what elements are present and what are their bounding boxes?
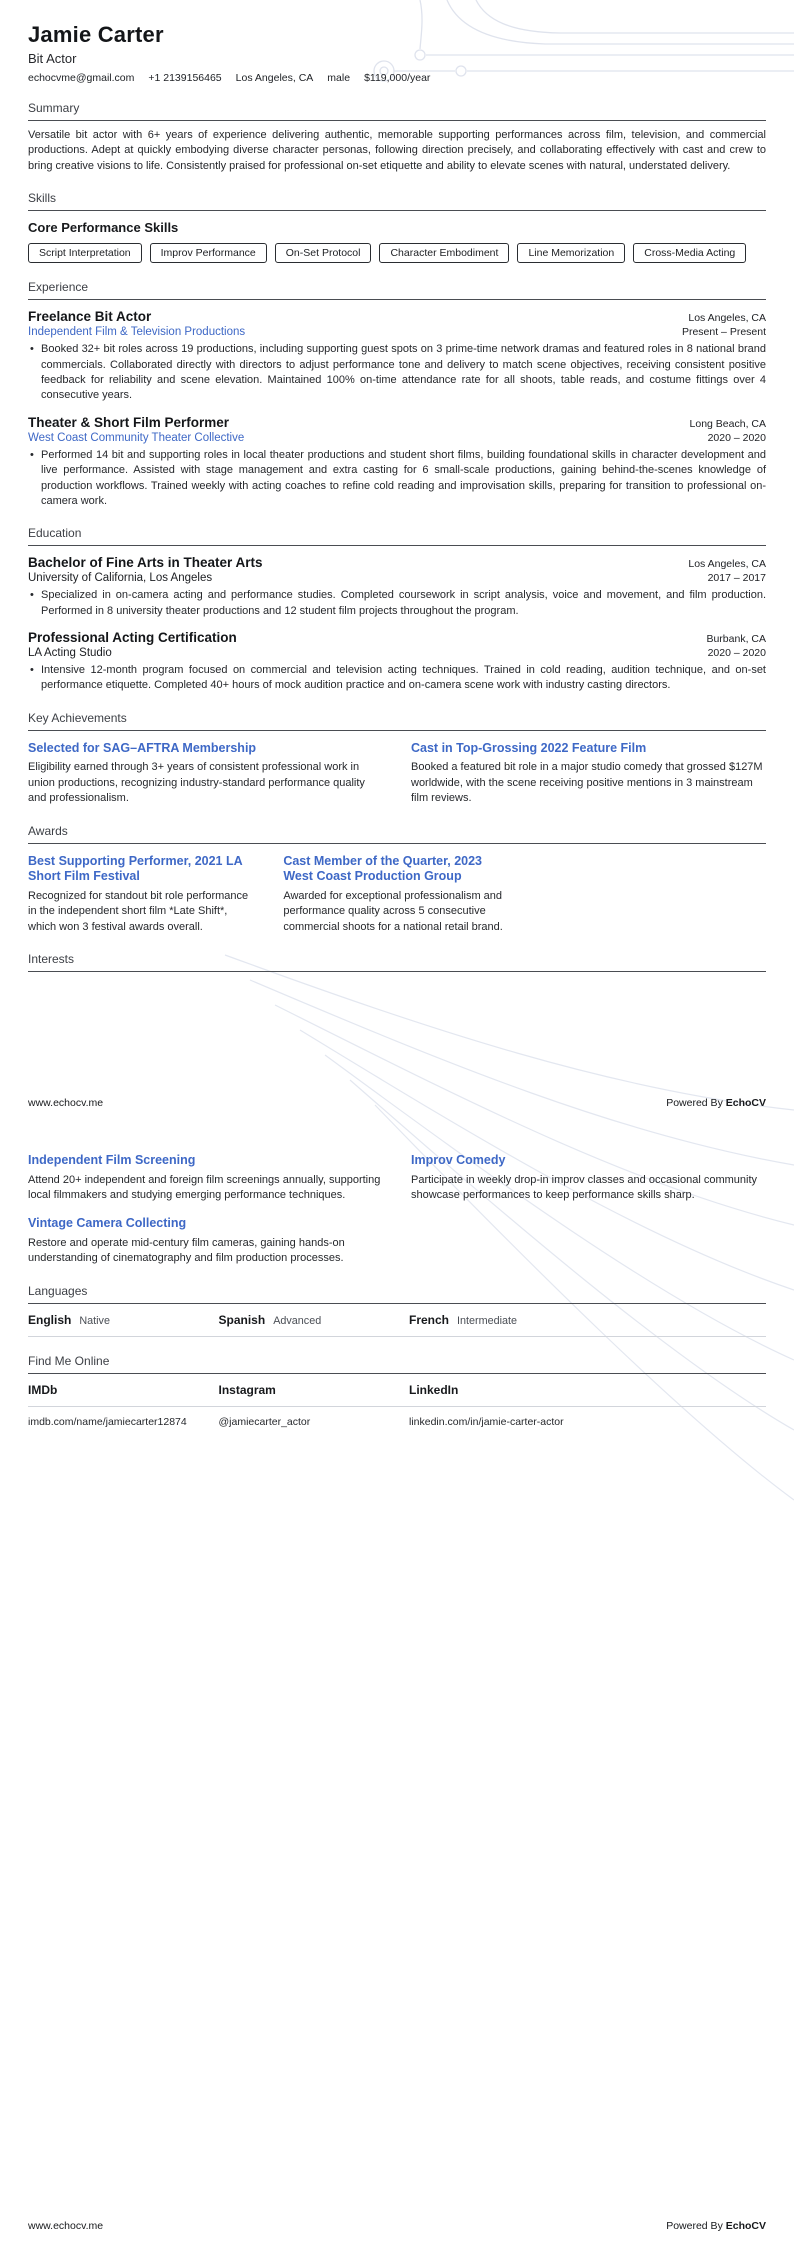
- online-section: [28, 1354, 766, 1428]
- experience-section: [28, 280, 766, 509]
- summary-heading: Summary: [28, 101, 766, 121]
- contact-salary: $119,000/year: [364, 72, 431, 84]
- online-platform: Instagram: [218, 1382, 276, 1397]
- skills-group-title: Core Performance Skills: [28, 220, 179, 236]
- job-title: Freelance Bit Actor: [28, 309, 152, 325]
- achievements-section: [28, 711, 766, 807]
- footer-site-link[interactable]: www.echocv.me: [28, 2220, 104, 2232]
- school-location: Burbank, CA: [706, 633, 766, 646]
- job-bullet: • Booked 32+ bit roles across 19 productions, including supporting guest spots on 3 prime-time network dramas and featured roles in 8 national brand commercials. Collaborated directly with directors to adjust performance tone and delivery to match scene objectives, receiving consistent positive feedback for reliability and scene elevation. Maintained 100% on-time attendance rate for all shoots, table reads, and costume fittings over 4 consecutive years.: [28, 342, 766, 404]
- skill-chip: Line Memorization: [517, 243, 625, 263]
- contact-email[interactable]: echocvme@gmail.com: [28, 72, 135, 84]
- experience-heading: Experience: [28, 280, 766, 300]
- award-title: Best Supporting Performer, 2021 LA Short Film Festival: [28, 853, 243, 884]
- awards-section: [28, 824, 766, 935]
- experience-entry: [28, 415, 766, 510]
- education-entry: [28, 555, 766, 619]
- language-item: [409, 1313, 576, 1327]
- candidate-job-title: Bit Actor: [28, 51, 77, 66]
- job-location: Long Beach, CA: [689, 417, 766, 430]
- page-footer: [28, 2220, 766, 2232]
- footer-brand: EchoCV: [725, 2220, 766, 2232]
- company-link[interactable]: Independent Film & Television Productions: [28, 326, 246, 339]
- contact-gender: male: [327, 72, 351, 84]
- online-profile-link[interactable]: imdb.com/name/jamiecarter12874: [28, 1415, 187, 1428]
- skill-chip: Script Interpretation: [28, 243, 142, 263]
- experience-entry: [28, 309, 766, 404]
- job-title: Theater & Short Film Performer: [28, 414, 230, 430]
- online-handles-row: [28, 1416, 766, 1428]
- row-divider: [28, 1406, 766, 1407]
- contact-location: Los Angeles, CA: [235, 72, 314, 84]
- online-platform: IMDb: [28, 1382, 58, 1397]
- skills-chip-row: [28, 243, 766, 263]
- footer-powered-prefix: Powered By: [666, 1097, 726, 1109]
- interest-title: Improv Comedy: [411, 1153, 506, 1167]
- language-level: Intermediate: [457, 1314, 518, 1327]
- job-bullet: • Performed 14 bit and supporting roles in local theater productions and student short films, building foundational skills in character development and live performance. Assisted with stage management and extra casting for 6 small-scale productions, gaining behind-the-scenes knowledge of production workflows. Trained weekly with acting coaches to refine cold reading and improvisation skills, preparing for transition to professional on-camera work.: [28, 448, 766, 510]
- education-dates: 2017 – 2017: [707, 572, 766, 585]
- page-2: [0, 1123, 794, 2246]
- interest-item: [28, 1216, 383, 1266]
- skill-chip: Character Embodiment: [379, 243, 509, 263]
- contact-row: [28, 72, 766, 84]
- school-name: University of California, Los Angeles: [28, 572, 213, 585]
- award-text: Awarded for exceptional professionalism and performance quality across 5 consecutive commercial shoots for a national retail brand.: [283, 889, 503, 933]
- interest-title: Independent Film Screening: [28, 1153, 196, 1167]
- interests-heading: Interests: [28, 952, 766, 972]
- skill-chip: On-Set Protocol: [275, 243, 372, 263]
- language-name: French: [409, 1312, 450, 1327]
- online-platforms-row: [28, 1383, 766, 1397]
- summary-text: Versatile bit actor with 6+ years of experience delivering authentic, memorable supporting performances across film, television, and commercial productions. Adept at quickly embodying diverse character personas, following direction precisely, and collaborating effectively with cast and crew to bring creative visions to life. Consistently praised for professional on-set etiquette and ability to elevate scenes with natural, understated delivery.: [28, 129, 766, 172]
- education-section: [28, 526, 766, 694]
- online-heading: Find Me Online: [28, 1354, 766, 1374]
- achievement-text: Booked a featured bit role in a major studio comedy that grossed $127M worldwide, with the scene receiving positive mentions in 3 mainstream film reviews.: [411, 761, 763, 805]
- interest-text: Attend 20+ independent and foreign film screenings annually, supporting local filmmakers and studying emerging performance techniques.: [28, 1173, 381, 1202]
- page-footer: [28, 1097, 766, 1109]
- skill-chip: Cross-Media Acting: [633, 243, 746, 263]
- footer-powered-prefix: Powered By: [666, 2220, 726, 2232]
- education-dates: 2020 – 2020: [707, 647, 766, 660]
- education-bullet: • Specialized in on-camera acting and performance studies. Completed coursework in script analysis, voice and movement, and film production. Performed in 8 university theater productions and 12 student film projects throughout the program.: [28, 588, 766, 619]
- award-item: [283, 854, 510, 935]
- footer-powered-by[interactable]: [666, 2220, 766, 2232]
- interest-item: [411, 1153, 766, 1203]
- achievement-item: [411, 741, 766, 807]
- footer-brand: EchoCV: [725, 1097, 766, 1109]
- achievement-title: Selected for SAG–AFTRA Membership: [28, 740, 257, 755]
- job-location: Los Angeles, CA: [688, 312, 766, 325]
- interests-grid: [28, 1153, 766, 1267]
- online-profile-link[interactable]: linkedin.com/in/jamie-carter-actor: [409, 1415, 564, 1428]
- achievement-item: [28, 741, 383, 807]
- interest-text: Restore and operate mid-century film cameras, gaining hands-on understanding of cinematography and film production processes.: [28, 1237, 345, 1265]
- achievement-text: Eligibility earned through 3+ years of consistent professional work in union productions, recognizing industry-standard performance quality and professionalism.: [28, 761, 365, 805]
- language-level: Advanced: [273, 1314, 322, 1327]
- education-heading: Education: [28, 526, 766, 546]
- education-bullet: • Intensive 12-month program focused on commercial and television acting techniques. Trained in cold reading, audition technique, and on-set performance etiquette. Completed 40+ hours of mock audition practice and on-camera scene work with industry casting directors.: [28, 663, 766, 694]
- languages-section: [28, 1284, 766, 1337]
- achievements-grid: [28, 741, 766, 807]
- language-name: Spanish: [218, 1312, 266, 1327]
- resume-header: [28, 22, 766, 84]
- footer-powered-by[interactable]: [666, 1097, 766, 1109]
- company-link[interactable]: West Coast Community Theater Collective: [28, 431, 245, 444]
- awards-grid: [28, 854, 766, 935]
- interest-title: Vintage Camera Collecting: [28, 1216, 187, 1231]
- interests-section: [28, 952, 766, 972]
- language-item: [28, 1313, 195, 1327]
- language-item: [219, 1313, 386, 1327]
- candidate-name: Jamie Carter: [28, 22, 164, 47]
- skill-chip: Improv Performance: [150, 243, 267, 263]
- skills-section: [28, 191, 766, 263]
- job-dates: Present – Present: [681, 326, 766, 339]
- languages-heading: Languages: [28, 1284, 766, 1304]
- summary-section: [28, 101, 766, 174]
- achievement-title: Cast in Top-Grossing 2022 Feature Film: [411, 740, 647, 755]
- row-divider: [28, 1336, 766, 1337]
- awards-heading: Awards: [28, 824, 766, 844]
- award-item: [28, 854, 255, 935]
- degree-title: Bachelor of Fine Arts in Theater Arts: [28, 555, 263, 571]
- languages-row: [28, 1313, 766, 1327]
- contact-phone: +1 2139156465: [148, 72, 222, 84]
- award-text: Recognized for standout bit role performance in the independent short film *Late Shift*, which won 3 festival awards overall.: [28, 889, 249, 933]
- school-name: LA Acting Studio: [28, 647, 112, 660]
- interest-item: [28, 1153, 383, 1203]
- online-profile-link[interactable]: @jamiecarter_actor: [218, 1415, 311, 1428]
- school-location: Los Angeles, CA: [688, 558, 766, 571]
- language-name: English: [28, 1312, 72, 1327]
- skills-heading: Skills: [28, 191, 766, 211]
- language-level: Native: [79, 1314, 110, 1327]
- education-entry: [28, 630, 766, 694]
- achievements-heading: Key Achievements: [28, 711, 766, 731]
- job-dates: 2020 – 2020: [707, 431, 766, 444]
- footer-site-link[interactable]: www.echocv.me: [28, 1097, 104, 1109]
- award-title: Cast Member of the Quarter, 2023 West Coast Production Group: [283, 853, 483, 884]
- interest-text: Participate in weekly drop-in improv classes and occasional community showcase performances to keep performance skills sharp.: [411, 1173, 758, 1202]
- degree-title: Professional Acting Certification: [28, 630, 237, 646]
- online-platform: LinkedIn: [409, 1382, 459, 1397]
